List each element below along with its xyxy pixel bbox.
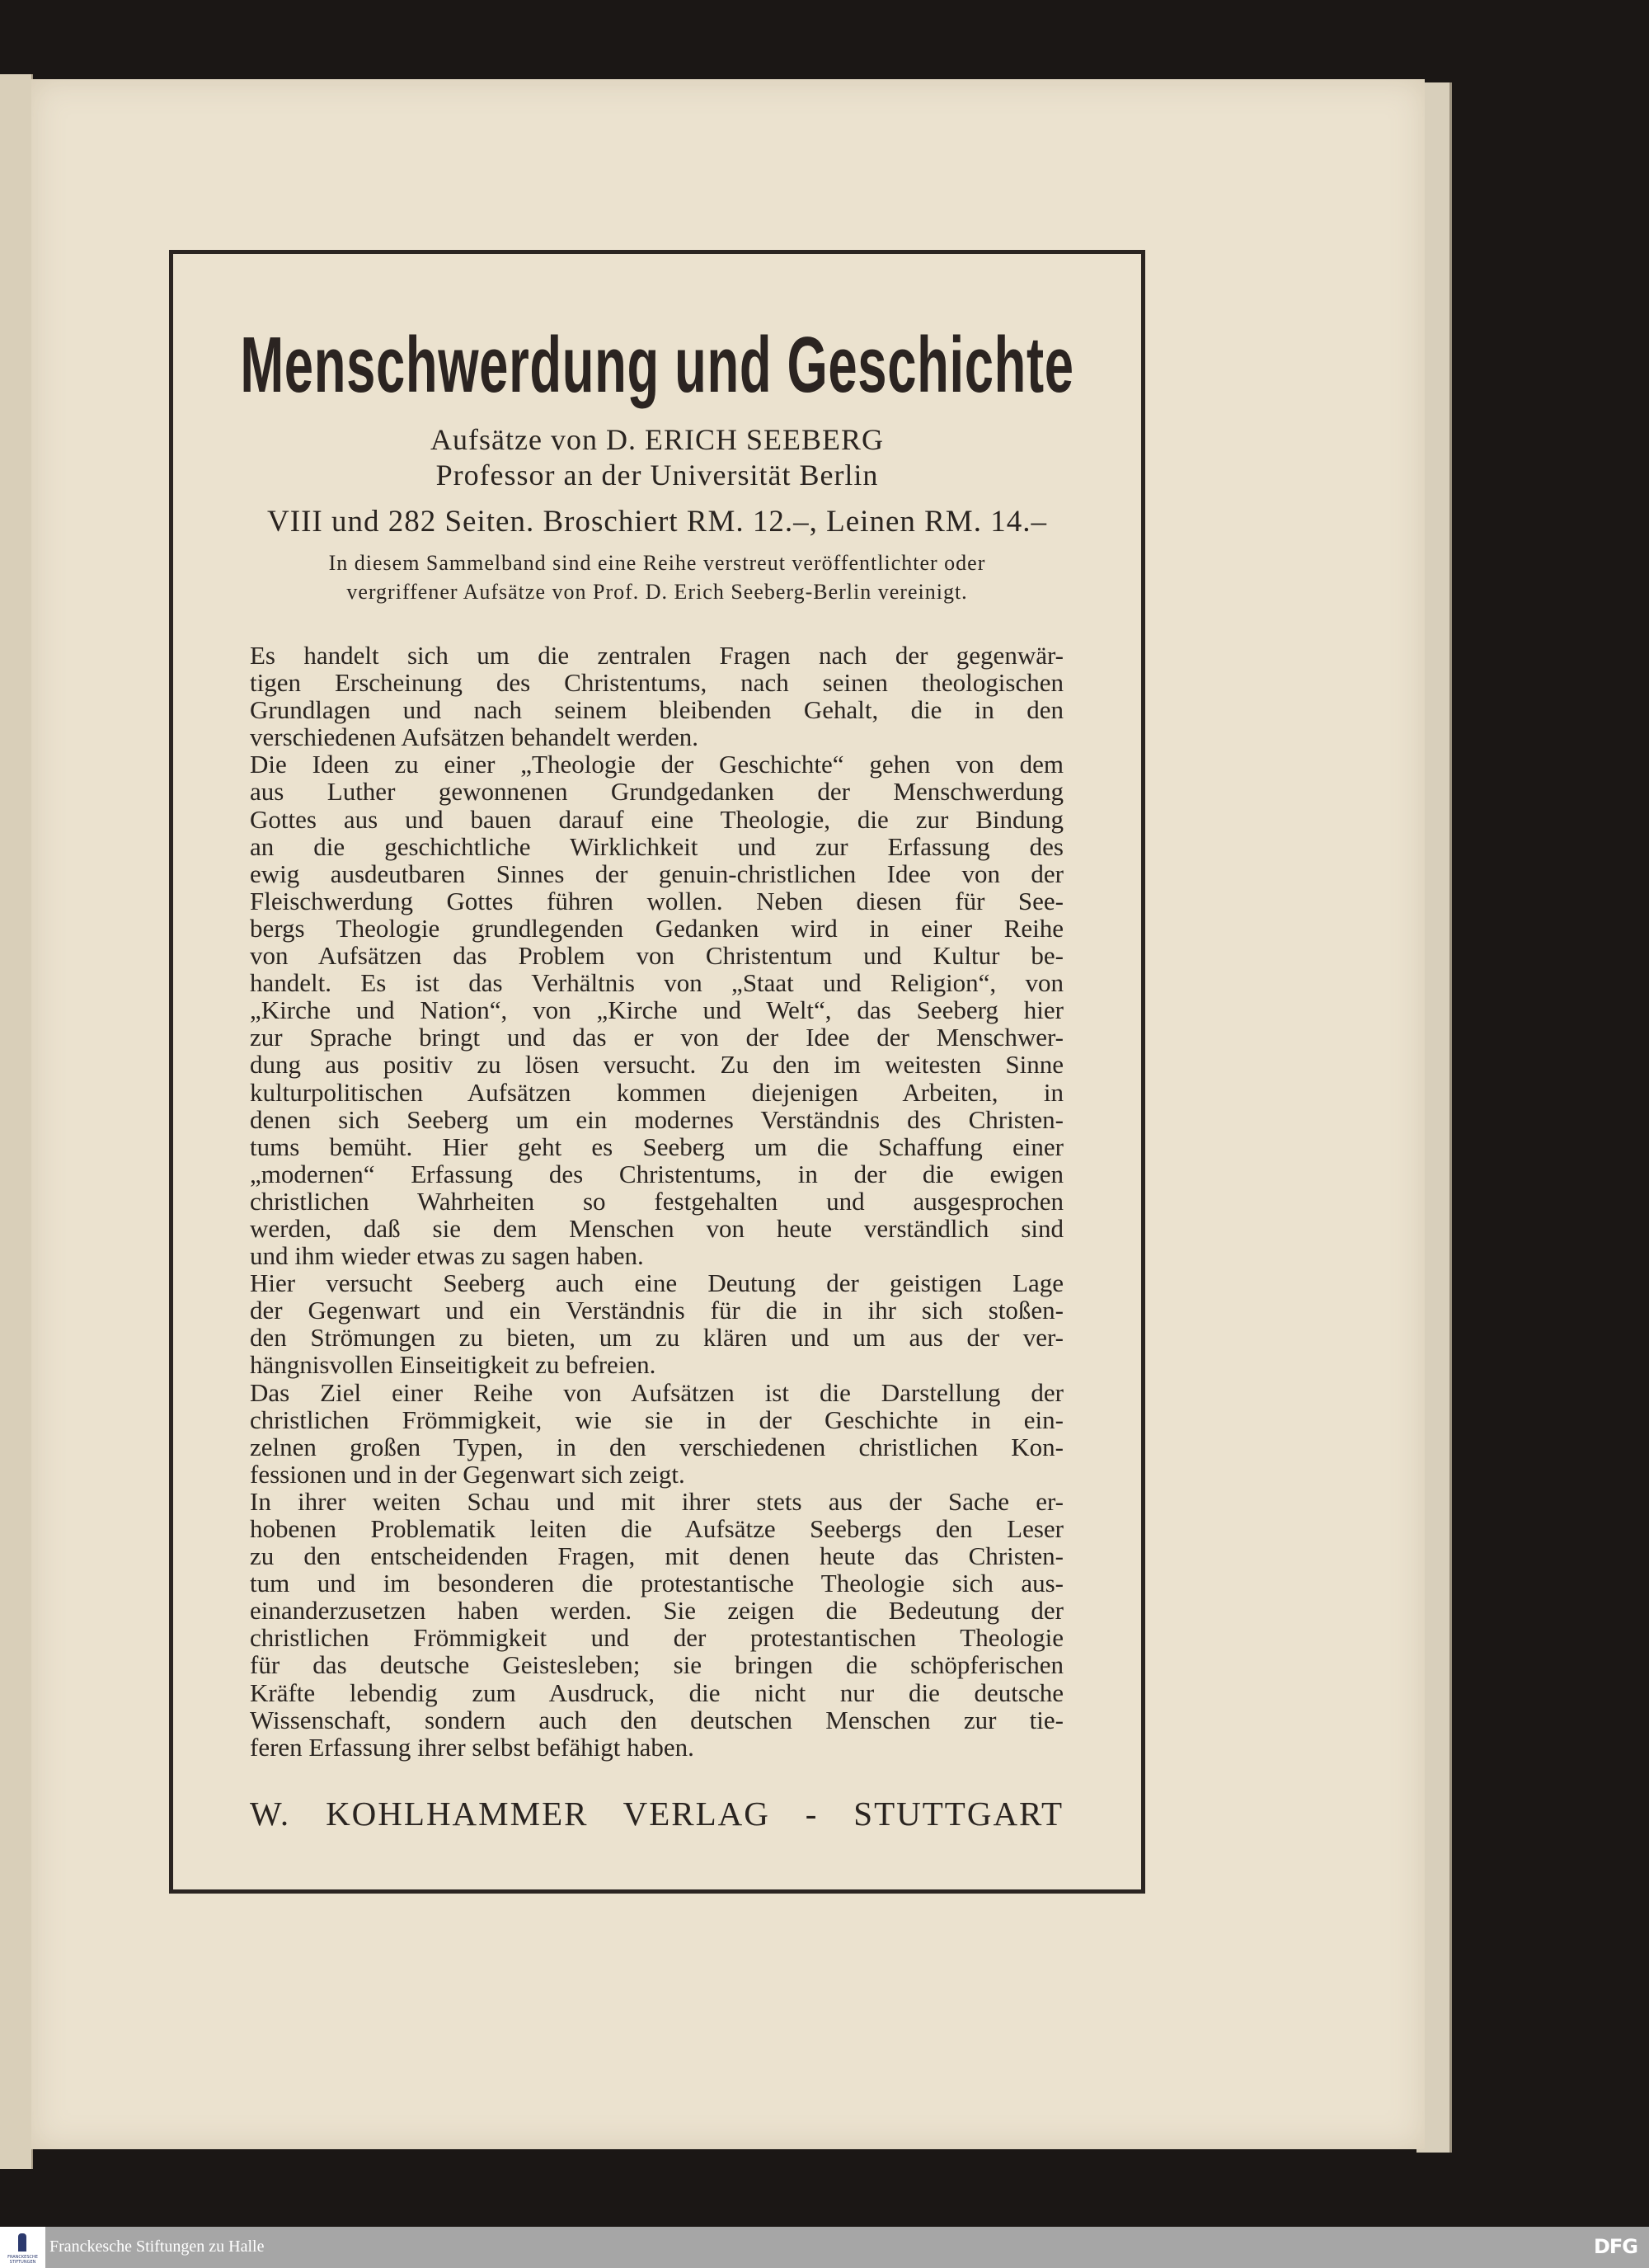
text-line: Das Ziel einer Reihe von Aufsätzen ist die Darstellung der (250, 1377, 1064, 1407)
institution-logo (0, 2227, 45, 2268)
description-text (250, 642, 1064, 1761)
viewer-footer (0, 2227, 1649, 2268)
text-line: „Kirche und Nation“, von „Kirche und Welt“, das Seeberg hier (250, 995, 1064, 1025)
text-line: denen sich Seeberg um ein modernes Verständnis des Christen- (250, 1104, 1064, 1134)
position-line: Professor an der Universität Berlin (435, 459, 879, 492)
scanned-page (31, 79, 1425, 2149)
text-line: Wissenschaft, sondern auch den deutschen Menschen zur tie- (250, 1705, 1064, 1734)
text-line: christlichen Frömmigkeit, wie sie in der Geschichte in ein- (250, 1405, 1064, 1434)
text-line: verschiedenen Aufsätzen behandelt werden. (250, 722, 698, 752)
advertisement-frame (169, 250, 1145, 1894)
text-line: tigen Erscheinung des Christentums, nach seinen theologischen (250, 668, 1064, 698)
text-line: Gottes aus und bauen darauf eine Theologie, die zur Bindung (250, 804, 1064, 834)
text-line: Hier versucht Seeberg auch eine Deutung der geistigen Lage (250, 1268, 1064, 1298)
text-line: handelt. Es ist das Verhältnis von „Staat und Religion“, von (250, 968, 1064, 998)
text-line: zur Sprache bringt und das er von der Idee der Menschwer- (250, 1023, 1064, 1052)
text-line: werden, daß sie dem Menschen von heute verständlich sind (250, 1213, 1064, 1243)
text-line: hobenen Problematik leiten die Aufsätze Seebergs den Leser (250, 1514, 1064, 1543)
text-line: den Strömungen zu bieten, um zu klären und um aus der ver- (250, 1323, 1064, 1353)
text-line: hängnisvollen Einseitigkeit zu befreien. (250, 1350, 656, 1380)
left-page-edge (0, 74, 33, 2169)
price-line: VIII und 282 Seiten. Broschiert RM. 12.–, Leinen RM. 14.– (267, 505, 1047, 539)
text-line: christlichen Frömmigkeit und der protestantischen Theologie (250, 1623, 1064, 1653)
text-line: der Gegenwart und ein Verständnis für die in ihr sich stoßen- (250, 1296, 1064, 1325)
statue-icon (18, 2233, 26, 2252)
text-line: bergs Theologie grundlegenden Gedanken wird in einer Reihe (250, 913, 1064, 943)
text-line: an die geschichtliche Wirklichkeit und zur Erfassung des (250, 831, 1064, 861)
text-line: zelnen großen Typen, in den verschiedenen christlichen Kon- (250, 1432, 1064, 1461)
text-line: einanderzusetzen haben werden. Sie zeigen die Bedeutung der (250, 1596, 1064, 1626)
text-line: kulturpolitischen Aufsätzen kommen diejenigen Arbeiten, in (250, 1077, 1064, 1107)
text-line: ewig ausdeutbaren Sinnes der genuin-christlichen Idee von der (250, 859, 1064, 888)
text-line: In ihrer weiten Schau und mit ihrer stets aus der Sache er- (250, 1486, 1064, 1516)
text-line: Fleischwerdung Gottes führen wollen. Neben diesen für See- (250, 886, 1064, 915)
institution-name[interactable]: Franckesche Stiftungen zu Halle (49, 2237, 265, 2256)
logo-caption: FRANCKESCHE STIFTUNGEN (7, 2255, 38, 2265)
text-line: tums bemüht. Hier geht es Seeberg um die Schaffung einer (250, 1132, 1064, 1161)
text-line: aus Luther gewonnenen Grundgedanken der Menschwerdung (250, 777, 1064, 807)
publisher-line: W. KOHLHAMMER VERLAG - STUTTGART (250, 1795, 1064, 1833)
text-line: für das deutsche Geistesleben; sie bringen die schöpferischen (250, 1650, 1064, 1680)
text-line: Die Ideen zu einer „Theologie der Geschichte“ gehen von dem (250, 750, 1064, 779)
text-line: christlichen Wahrheiten so festgehalten und ausgesprochen (250, 1186, 1064, 1216)
dfg-logo: DFG (1593, 2235, 1637, 2258)
book-title: Menschwerdung und Geschichte (240, 321, 1074, 409)
text-line: Es handelt sich um die zentralen Fragen nach der gegenwär- (250, 641, 1064, 670)
text-line: „modernen“ Erfassung des Christentums, in der die ewigen (250, 1159, 1064, 1188)
text-line: von Aufsätzen das Problem von Christentum und Kultur be- (250, 941, 1064, 971)
text-line: dung aus positiv zu lösen versucht. Zu den im weitesten Sinne (250, 1050, 1064, 1080)
text-line: zu den entscheidenden Fragen, mit denen heute das Christen- (250, 1541, 1064, 1571)
note-line: vergriffener Aufsätze von Prof. D. Erich Seeberg-Berlin vereinigt. (346, 580, 968, 604)
author-line: Aufsätze von D. ERICH SEEBERG (430, 423, 884, 456)
note-line: In diesem Sammelband sind eine Reihe verstreut veröffentlichter oder (328, 551, 986, 575)
text-line: fessionen und in der Gegenwart sich zeigt. (250, 1459, 685, 1489)
text-line: tum und im besonderen die protestantische Theologie sich aus- (250, 1569, 1064, 1598)
text-line: und ihm wieder etwas zu sagen haben. (250, 1241, 644, 1271)
text-line: feren Erfassung ihrer selbst befähigt haben. (250, 1732, 694, 1762)
text-line: Kräfte lebendig zum Ausdruck, die nicht nur die deutsche (250, 1677, 1064, 1707)
text-line: Grundlagen und nach seinem bleibenden Gehalt, die in den (250, 695, 1064, 725)
